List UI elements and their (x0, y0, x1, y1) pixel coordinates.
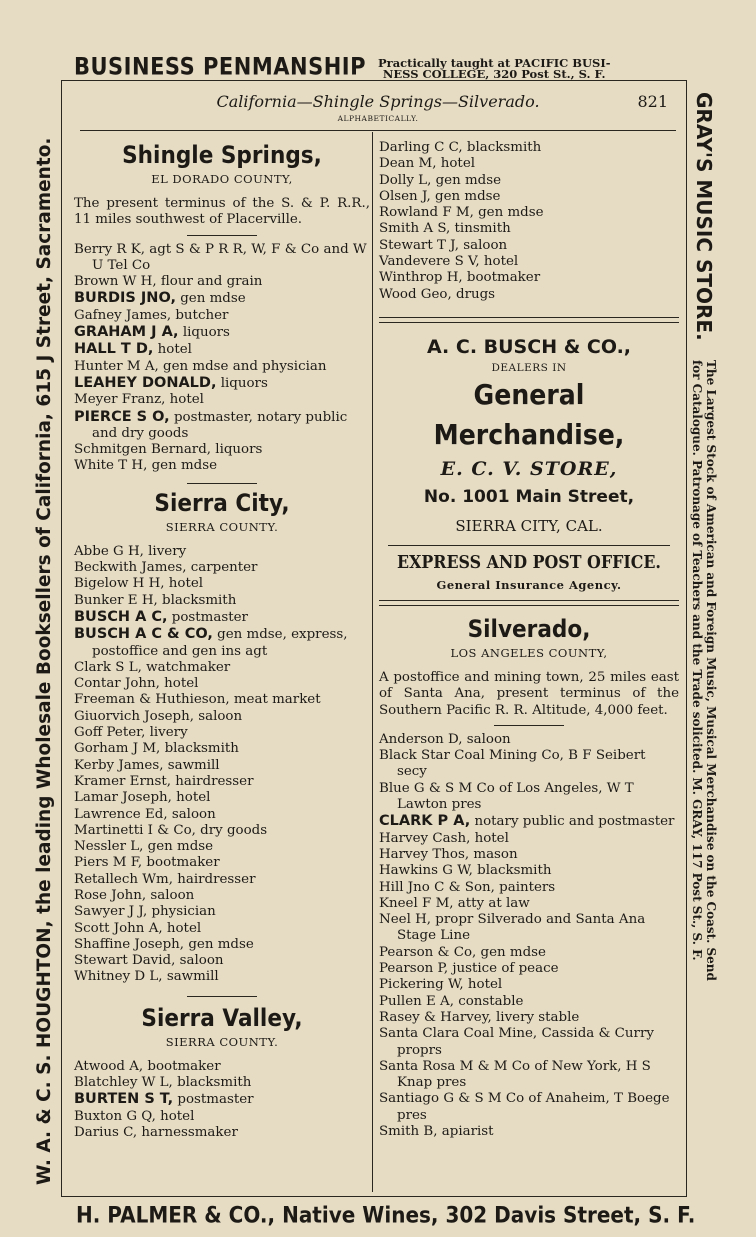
directory-entry (74, 872, 370, 888)
entry-text: Kramer Ernst, hairdresser (74, 773, 254, 789)
directory-entry (379, 781, 679, 814)
entry-text: Stewart David, saloon (74, 953, 224, 969)
town-description-silverado: A postoffice and mining town, 25 miles east of Santa Ana, present terminus of the Southern Pacific R. R. Altitude, 4,000 feet. (379, 669, 679, 718)
directory-entry (74, 725, 370, 741)
directory-entry (74, 709, 370, 725)
directory-entry (74, 274, 370, 290)
entry-name-bold: PIERCE S O, (74, 408, 170, 425)
entry-text: liquors (216, 375, 268, 391)
entry-text: Olsen J, gen mdse (379, 188, 501, 204)
entry-text: Santa Rosa M & M Co of New York, H S Knap pres (379, 1058, 651, 1091)
top-ad-line-2: NESS COLLEGE, 320 Post St., S. F. (382, 67, 606, 81)
bottom-advertisement: H. PALMER & CO., Native Wines, 302 Davis Street, S. F. (76, 1201, 696, 1229)
directory-entry (74, 626, 370, 660)
right-margin-ad-line-1: The Largest Stock of American and Foreign Music, Musical Merchandise on the Coast. Send (704, 360, 718, 981)
entry-name-bold: CLARK P A, (379, 813, 471, 830)
entry-text: Beckwith James, carpenter (74, 560, 258, 576)
ad-company-name: A. C. BUSCH & CO., (426, 335, 632, 358)
section-rule (494, 725, 564, 726)
entry-text: Brown W H, flour and grain (74, 274, 263, 290)
directory-entry (379, 173, 679, 189)
directory-entry (74, 544, 370, 560)
directory-entry (74, 839, 370, 855)
ad-dealers-in: DEALERS IN (491, 361, 567, 374)
entry-name-bold: BURTEN S T, (74, 1091, 174, 1108)
ad-general-merchandise: General Merchandise, (433, 377, 625, 451)
entry-name-bold: BUSCH A C & CO, (74, 626, 213, 643)
directory-entry (74, 758, 370, 774)
ad-insurance: General Insurance Agency. (436, 577, 622, 592)
entry-text: Anderson D, saloon (379, 731, 511, 747)
ad-top-rule (379, 317, 679, 323)
entry-text: liquors (178, 325, 230, 341)
entry-text: gen mdse (175, 291, 246, 307)
directory-entry (74, 375, 370, 392)
entry-text: Hill Jno C & Son, painters (379, 879, 556, 895)
entry-text: Dolly L, gen mdse (379, 172, 502, 188)
entry-text: Freeman & Huthieson, meat market (74, 692, 321, 708)
entry-text: Pearson P, justice of peace (379, 961, 559, 977)
entry-name-bold: HALL T D, (74, 341, 154, 358)
town-heading-silverado: Silverado, (467, 614, 591, 643)
directory-entry (379, 1059, 679, 1092)
entry-text: Buxton G Q, hotel (74, 1108, 195, 1124)
entry-text: notary public and postmaster (470, 814, 675, 830)
directory-entry (379, 813, 679, 830)
entry-text: White T H, gen mdse (74, 458, 218, 474)
ad-express-post-office: EXPRESS AND POST OFFICE. (397, 551, 661, 573)
directory-entry (74, 888, 370, 904)
entry-text: gen mdse, express, postoffice and gen ins agt (92, 627, 348, 659)
entry-text: Smith A S, tinsmith (379, 221, 511, 237)
directory-entry (74, 692, 370, 708)
directory-entry (74, 969, 370, 985)
entry-text: Bunker E H, blacksmith (74, 592, 237, 608)
directory-entry (74, 576, 370, 592)
entry-text: Blatchley W L, blacksmith (74, 1075, 252, 1091)
directory-entry (74, 953, 370, 969)
entry-text: Black Star Coal Mining Co, B F Seibert secy (379, 748, 646, 780)
directory-entry (379, 961, 679, 977)
entry-text: Darius C, harnessmaker (74, 1124, 238, 1140)
directory-entry (74, 937, 370, 953)
right-margin-ad-title: GRAY'S MUSIC STORE. (692, 92, 716, 341)
ad-rule (388, 545, 670, 546)
directory-entry (74, 1109, 370, 1125)
entry-text: Contar John, hotel (74, 676, 199, 692)
county-sierra-city: SIERRA COUNTY. (165, 519, 279, 534)
entry-text: Lamar Joseph, hotel (74, 790, 211, 806)
directory-list-silverado (379, 732, 679, 1140)
entry-text: Rose John, saloon (74, 887, 195, 903)
entry-text: Gorham J M, blacksmith (74, 741, 239, 757)
directory-entry (74, 392, 370, 408)
page-title: California—Shingle Springs—Silverado. (216, 92, 540, 111)
top-ad-details (378, 58, 611, 80)
entry-text: postmaster (173, 1092, 254, 1108)
directory-entry (74, 290, 370, 307)
page-number: 821 (637, 92, 668, 111)
directory-entry (379, 748, 679, 781)
directory-entry (74, 921, 370, 937)
directory-entry (379, 205, 679, 221)
top-advertisement (74, 44, 674, 80)
directory-entry (74, 855, 370, 871)
ad-bottom-rule (379, 600, 679, 606)
section-rule (187, 996, 257, 997)
entry-text: Gafney James, butcher (74, 307, 229, 323)
directory-entry (379, 270, 679, 286)
directory-entry (74, 341, 370, 358)
county-shingle-springs: EL DORADO COUNTY, (151, 172, 293, 186)
right-column (379, 140, 679, 1140)
directory-entry (379, 863, 679, 879)
directory-entry (379, 831, 679, 847)
directory-entry (379, 1026, 679, 1059)
town-heading-sierra-city: Sierra City, (154, 488, 290, 517)
entry-text: Nessler L, gen mdse (74, 839, 214, 855)
ad-store-name: E. C. V. STORE, (440, 457, 618, 480)
directory-entry (74, 308, 370, 324)
directory-entry (379, 994, 679, 1010)
entry-text: Clark S L, watchmaker (74, 659, 231, 675)
section-rule (187, 235, 257, 236)
entry-text: Stewart T J, saloon (379, 237, 508, 253)
entry-text: Piers M F, bootmaker (74, 855, 220, 871)
right-margin-ad-line-2: for Catalogue. Patronage of Teachers and the Trade solicited. M. GRAY, 117 Post St., S. F. (690, 360, 704, 961)
directory-entry (74, 676, 370, 692)
entry-text: Blue G & S M Co of Los Angeles, W T Lawton pres (379, 780, 634, 813)
entry-text: Santa Clara Coal Mine, Cassida & Curry proprs (379, 1026, 654, 1058)
directory-entry (74, 609, 370, 626)
directory-list-sierra-city (74, 544, 370, 986)
directory-entry (74, 242, 370, 275)
entry-text: Lawrence Ed, saloon (74, 806, 216, 822)
directory-entry (74, 660, 370, 676)
entry-name-bold: BURDIS JNO, (74, 290, 176, 307)
directory-entry (379, 977, 679, 993)
entry-text: Kneel F M, atty at law (379, 895, 530, 911)
entry-text: Santiago G & S M Co of Anaheim, T Boege pres (379, 1091, 670, 1123)
entry-text: Dean M, hotel (379, 156, 476, 172)
entry-text: Vandevere S V, hotel (379, 254, 519, 270)
entry-name-bold: GRAHAM J A, (74, 324, 179, 341)
directory-entry (74, 1091, 370, 1108)
directory-entry (379, 287, 679, 303)
entry-text: Hawkins G W, blacksmith (379, 863, 552, 879)
entry-text: postmaster (167, 609, 248, 625)
entry-text: Harvey Thos, mason (379, 846, 518, 862)
county-sierra-valley: SIERRA COUNTY. (165, 1034, 279, 1049)
entry-text: Sawyer J J, physician (74, 904, 216, 920)
directory-entry (74, 807, 370, 823)
directory-entry (74, 904, 370, 920)
right-margin-ad-text (690, 360, 718, 1180)
page-subtitle: ALPHABETICALLY. (337, 114, 419, 123)
directory-entry (379, 945, 679, 961)
section-rule (187, 483, 257, 484)
directory-entry (74, 560, 370, 576)
left-column (74, 140, 370, 1141)
entry-text: Meyer Franz, hotel (74, 392, 204, 408)
entry-text: Goff Peter, livery (74, 725, 188, 741)
ad-city: SIERRA CITY, CAL. (455, 516, 603, 535)
directory-entry (74, 1059, 370, 1075)
entry-text: Neel H, propr Silverado and Santa Ana Stage Line (379, 912, 646, 944)
entry-text: Winthrop H, bootmaker (379, 270, 541, 286)
top-ad-line-1: Practically taught at PACIFIC BUSI- (377, 56, 611, 70)
entry-text: Wood Geo, drugs (379, 286, 496, 302)
directory-entry (379, 221, 679, 237)
column-divider (372, 132, 373, 1192)
directory-entry (74, 442, 370, 458)
directory-entry (379, 896, 679, 912)
directory-entry (74, 458, 370, 474)
busch-advertisement (379, 333, 679, 594)
entry-text: Retallech Wm, hairdresser (74, 871, 256, 887)
directory-entry (379, 1124, 679, 1140)
entry-text: Abbe G H, livery (74, 543, 187, 559)
town-heading-shingle-springs: Shingle Springs, (122, 141, 322, 169)
entry-name-bold: LEAHEY DONALD, (74, 374, 217, 391)
directory-list-shingle-springs (74, 242, 370, 475)
directory-list-sierra-valley (74, 1059, 370, 1141)
entry-text: Rowland F M, gen mdse (379, 205, 544, 221)
entry-text: Kerby James, sawmill (74, 757, 220, 773)
entry-text: Rasey & Harvey, livery stable (379, 1009, 580, 1025)
town-heading-sierra-valley: Sierra Valley, (141, 1003, 303, 1032)
entry-text: Hunter M A, gen mdse and physician (74, 358, 327, 374)
directory-entry (379, 912, 679, 945)
directory-entry (74, 1075, 370, 1091)
entry-text: Martinetti I & Co, dry goods (74, 822, 268, 838)
entry-text: Darling C C, blacksmith (379, 140, 542, 155)
entry-text: Berry R K, agt S & P R R, W, F & Co and W U Tel Co (74, 241, 367, 273)
entry-text: postmaster, notary public and dry goods (92, 409, 348, 441)
directory-entry (74, 409, 370, 443)
top-ad-headline: BUSINESS PENMANSHIP (74, 52, 366, 80)
directory-entry (379, 156, 679, 172)
directory-entry (74, 774, 370, 790)
town-description-shingle-springs: The present terminus of the S. & P. R.R., 11 miles southwest of Placerville. (74, 196, 370, 228)
page-header (80, 90, 676, 131)
directory-entry (379, 140, 679, 156)
ad-address: No. 1001 Main Street, (423, 486, 635, 507)
directory-entry (74, 741, 370, 757)
directory-entry (74, 359, 370, 375)
entry-text: Schmitgen Bernard, liquors (74, 442, 263, 458)
directory-list-sierra-valley-continued (379, 140, 679, 303)
entry-text: Pearson & Co, gen mdse (379, 944, 546, 960)
directory-entry (379, 254, 679, 270)
entry-name-bold: BUSCH A C, (74, 608, 168, 625)
entry-text: Harvey Cash, hotel (379, 830, 509, 846)
left-margin-advertisement: W. A. & C. S. HOUGHTON, the leading Wholesale Booksellers of California, 615 J Street, Sacramento. (34, 137, 55, 1185)
directory-entry (379, 847, 679, 863)
entry-text: Bigelow H H, hotel (74, 576, 204, 592)
directory-entry (379, 1010, 679, 1026)
entry-text: Pullen E A, constable (379, 993, 524, 1009)
entry-text: hotel (153, 342, 192, 358)
directory-entry (379, 732, 679, 748)
directory-entry (379, 189, 679, 205)
entry-text: Giuorvich Joseph, saloon (74, 708, 243, 724)
entry-text: Shaffine Joseph, gen mdse (74, 936, 254, 952)
entry-text: Whitney D L, sawmill (74, 969, 219, 985)
directory-entry (74, 324, 370, 341)
entry-text: Smith B, apiarist (379, 1123, 494, 1139)
directory-entry (379, 880, 679, 896)
county-silverado: LOS ANGELES COUNTY, (450, 645, 608, 660)
directory-entry (74, 790, 370, 806)
entry-text: Pickering W, hotel (379, 977, 503, 993)
directory-entry (74, 823, 370, 839)
directory-entry (74, 1125, 370, 1141)
directory-entry (74, 593, 370, 609)
entry-text: Atwood A, bootmaker (74, 1058, 221, 1074)
directory-entry (379, 1091, 679, 1124)
entry-text: Scott John A, hotel (74, 920, 202, 936)
directory-entry (379, 238, 679, 254)
